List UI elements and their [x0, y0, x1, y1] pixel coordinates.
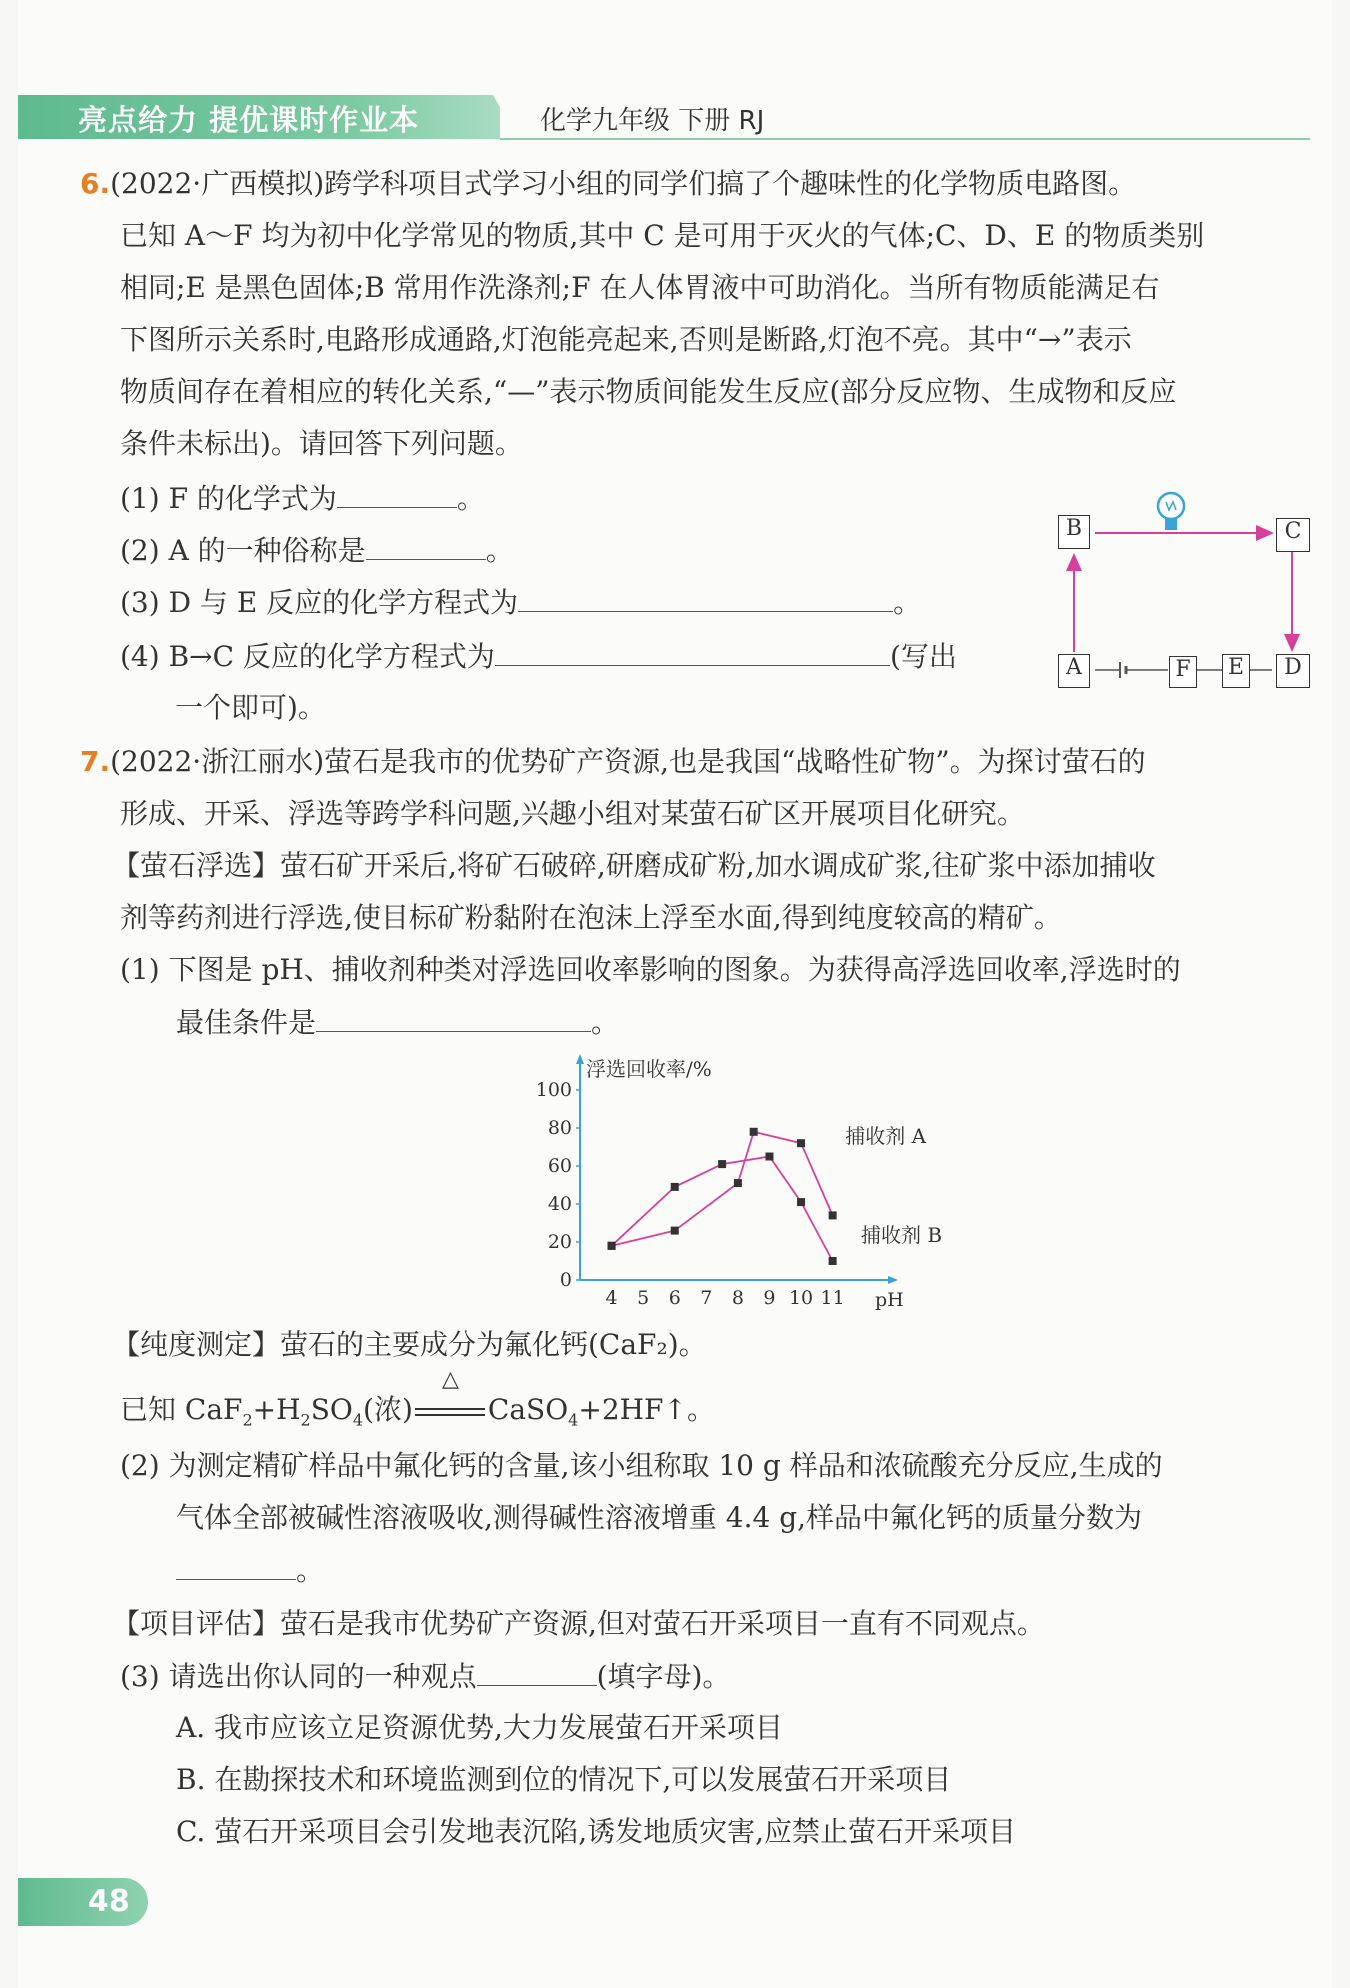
data-point — [829, 1257, 837, 1265]
q6-text-1: (2022·广西模拟)跨学科项目式学习小组的同学们搞了个趣味性的化学物质电路图。 — [110, 167, 1137, 200]
q7-sub1-text: 最佳条件是 — [176, 1006, 317, 1039]
q7-sub2-line-1: (2) 为测定精矿样品中氟化钙的含量,该小组称取 10 g 样品和浓硫酸充分反应,生成的 — [120, 1449, 1163, 1482]
q7-sub1-cont — [176, 1005, 619, 1040]
period: 。 — [296, 1554, 325, 1587]
x-tick-label: 7 — [700, 1287, 713, 1309]
node-b: B — [1058, 515, 1090, 549]
data-point — [718, 1160, 726, 1168]
q6-sub3-text: (3) D 与 E 反应的化学方程式为 — [120, 586, 519, 619]
q6-sub3 — [120, 585, 921, 620]
header-rule — [500, 138, 1310, 140]
equals-with-heat — [413, 1367, 488, 1427]
y-tick-label: 100 — [535, 1079, 572, 1101]
option-c: C. 萤石开采项目会引发地表沉陷,诱发地质灾害,应禁止萤石开采项目 — [176, 1815, 1017, 1848]
evaluation-heading: 【项目评估】萤石是我市优势矿产资源,但对萤石开采项目一直有不同观点。 — [112, 1607, 1045, 1640]
q7-sub3-note: (填字母)。 — [596, 1660, 731, 1693]
x-tick-label: 9 — [763, 1287, 776, 1309]
q7-sub2-line-3 — [176, 1553, 324, 1588]
x-axis-label: pH — [875, 1289, 904, 1311]
q6-sub4-text: (4) B→C 反应的化学方程式为 — [120, 640, 495, 673]
data-point — [608, 1242, 616, 1250]
eq-part: 。 — [686, 1393, 715, 1426]
y-tick-label: 60 — [547, 1155, 572, 1177]
subscript: 4 — [352, 1410, 364, 1430]
period: 。 — [893, 586, 922, 619]
node-e: E — [1222, 654, 1250, 688]
q7-text-1: (2022·浙江丽水)萤石是我市的优势矿产资源,也是我国“战略性矿物”。为探讨萤石的 — [110, 745, 1146, 778]
data-point — [750, 1128, 758, 1136]
x-tick-label: 6 — [668, 1287, 681, 1309]
q7-line-3: 【萤石浮选】萤石矿开采后,将矿石破碎,研磨成矿粉,加水调成矿浆,往矿浆中添加捕收 — [112, 849, 1156, 882]
subscript: 2 — [300, 1410, 311, 1430]
data-point — [671, 1183, 679, 1191]
period: 。 — [485, 534, 514, 567]
period: 。 — [456, 482, 485, 515]
y-tick-label: 20 — [547, 1231, 572, 1253]
page-number: 48 — [88, 1884, 130, 1919]
header-title: 亮点给力 提优课时作业本 — [78, 103, 420, 137]
q6-number: 6. — [80, 167, 111, 200]
answer-blank[interactable] — [176, 1553, 296, 1580]
q7-sub3-text: (3) 请选出你认同的一种观点 — [120, 1660, 477, 1693]
data-point — [671, 1227, 679, 1235]
x-tick-label: 5 — [637, 1287, 650, 1309]
q6-line-4: 下图所示关系时,电路形成通路,灯泡能亮起来,否则是断路,灯泡不亮。其中“→”表示 — [120, 323, 1132, 356]
option-b: B. 在勘探技术和环境监测到位的情况下,可以发展萤石开采项目 — [176, 1763, 952, 1796]
eq-part: +H — [252, 1393, 301, 1426]
q7-line-5: (1) 下图是 pH、捕收剂种类对浮选回收率影响的图象。为获得高浮选回收率,浮选时的 — [120, 953, 1181, 986]
x-axis-arrow — [888, 1276, 898, 1284]
data-point — [765, 1153, 773, 1161]
series-label: 捕收剂 B — [861, 1223, 943, 1247]
series-line — [612, 1132, 833, 1246]
q6-sub4-cont: 一个即可)。 — [175, 691, 326, 724]
q7-number: 7. — [80, 745, 111, 778]
y-axis-arrow — [576, 1054, 584, 1064]
header-subject: 化学九年级 下册 RJ — [540, 106, 765, 136]
q6-sub2 — [120, 533, 514, 568]
subscript: 2 — [242, 1410, 253, 1430]
purity-heading: 【纯度测定】萤石的主要成分为氟化钙(CaF₂)。 — [112, 1328, 707, 1361]
x-tick-label: 4 — [605, 1287, 618, 1309]
eq-part: 已知 CaF — [120, 1393, 243, 1426]
period: 。 — [591, 1006, 620, 1039]
x-tick-label: 8 — [731, 1287, 744, 1309]
q6-line-3: 相同;E 是黑色固体;B 常用作洗涤剂;F 在人体胃液中可助消化。当所有物质能满足右 — [120, 271, 1160, 304]
answer-blank[interactable] — [337, 481, 457, 508]
eq-part: +2HF↑ — [578, 1393, 687, 1426]
q7-sub3 — [120, 1659, 730, 1694]
x-tick-label: 10 — [788, 1287, 814, 1309]
q6-line-2: 已知 A～F 均为初中化学常见的物质,其中 C 是可用于灭火的气体;C、D、E 的物质类别 — [120, 219, 1205, 252]
subscript: 4 — [568, 1410, 579, 1430]
x-tick-label: 11 — [820, 1287, 845, 1309]
node-a: A — [1058, 654, 1090, 688]
q6-sub4 — [120, 639, 957, 674]
data-point — [829, 1211, 837, 1219]
y-tick-label: 40 — [547, 1193, 572, 1215]
eq-part: SO — [310, 1393, 353, 1426]
recovery-rate-chart — [500, 1050, 943, 1320]
q6-sub1-text: (1) F 的化学式为 — [120, 482, 337, 515]
data-point — [797, 1198, 805, 1206]
series-line — [612, 1157, 833, 1262]
node-f: F — [1169, 656, 1197, 688]
double-line — [415, 1408, 485, 1416]
y-tick-label: 80 — [547, 1117, 572, 1139]
series-label: 捕收剂 A — [845, 1124, 927, 1149]
q6-line-6: 条件未标出)。请回答下列问题。 — [120, 427, 523, 460]
q7-line-4: 剂等药剂进行浮选,使目标矿粉黏附在泡沫上浮至水面,得到纯度较高的精矿。 — [120, 901, 1062, 934]
q7-line-1 — [80, 745, 1146, 779]
q6-line-1 — [80, 167, 1136, 201]
reaction-equation — [120, 1367, 715, 1430]
answer-blank[interactable] — [495, 639, 890, 666]
q6-sub4-note: (写出 — [889, 640, 957, 673]
heat-symbol: △ — [441, 1367, 459, 1392]
eq-part: CaSO — [487, 1393, 569, 1426]
q7-line-2: 形成、开采、浮选等跨学科问题,兴趣小组对某萤石矿区开展项目化研究。 — [120, 797, 1025, 830]
answer-blank[interactable] — [316, 1005, 591, 1032]
node-c: C — [1276, 518, 1310, 552]
q7-sub2-line-2: 气体全部被碱性溶液吸收,测得碱性溶液增重 4.4 g,样品中氟化钙的质量分数为 — [176, 1501, 1143, 1534]
q6-sub1 — [120, 481, 485, 516]
answer-blank[interactable] — [518, 585, 893, 612]
data-point — [797, 1139, 805, 1147]
y-tick-label: 0 — [559, 1269, 572, 1291]
y-axis-label: 浮选回收率/% — [586, 1057, 712, 1081]
q6-sub2-text: (2) A 的一种俗称是 — [120, 534, 366, 567]
node-d: D — [1276, 654, 1310, 688]
light-bulb-icon — [1158, 493, 1184, 530]
q6-line-5: 物质间存在着相应的转化关系,“—”表示物质间能发生反应(部分反应物、生成物和反应 — [120, 375, 1177, 408]
answer-blank[interactable] — [477, 1659, 597, 1686]
data-point — [734, 1179, 742, 1187]
option-a: A. 我市应该立足资源优势,大力发展萤石开采项目 — [176, 1711, 783, 1744]
answer-blank[interactable] — [366, 533, 486, 560]
eq-part: (浓) — [363, 1393, 413, 1426]
